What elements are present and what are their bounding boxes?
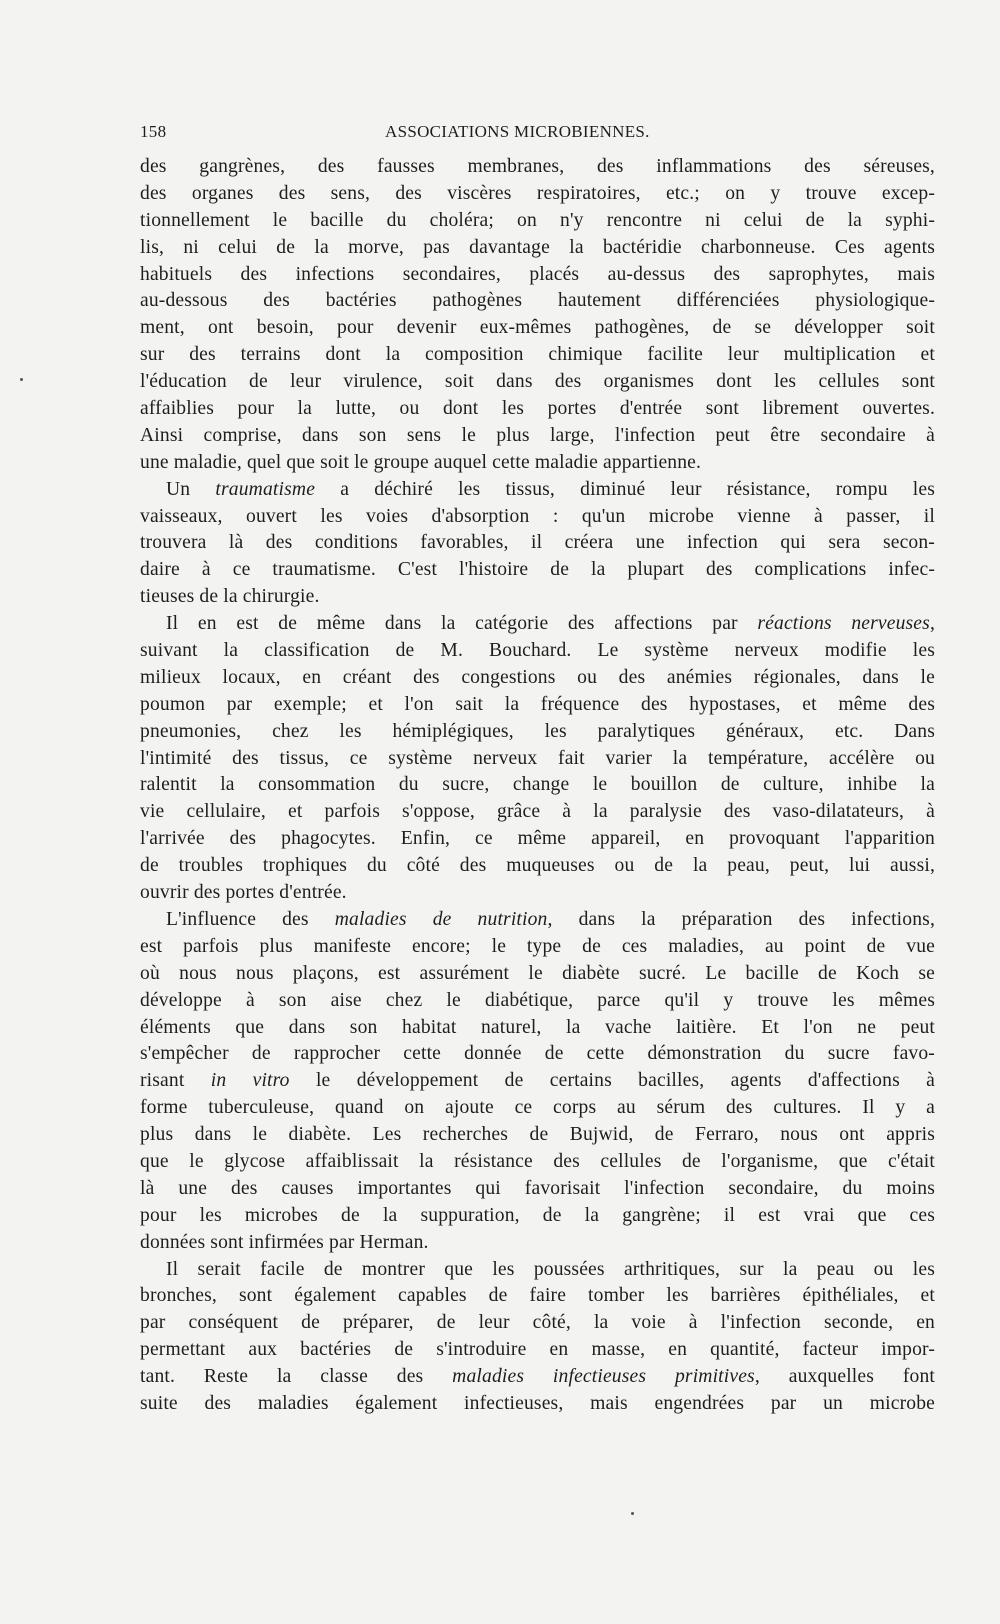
- text-segment: Ainsi comprise, dans son sens le plus large, l'infection peut être secondaire à: [140, 424, 935, 446]
- text-segment: a déchiré les tissus, diminué leur résistance, rompu les: [315, 478, 935, 500]
- text-line: [140, 208, 935, 235]
- text-line: [140, 826, 935, 853]
- text-segment: vaisseaux, ouvert les voies d'absorption : qu'un microbe vienne à passer, il: [140, 505, 935, 527]
- stray-mark: [631, 1512, 634, 1515]
- body-text: [140, 154, 935, 1418]
- text-line: [140, 235, 935, 262]
- italic-text: réactions nerveuses: [757, 613, 930, 635]
- page-number: 158: [140, 122, 167, 141]
- text-segment: vie cellulaire, et parfois s'oppose, grâce à la paralysie des vaso-dilatateurs, à: [140, 801, 935, 823]
- text-segment: milieux locaux, en créant des congestions ou des anémies régionales, dans le: [140, 666, 935, 688]
- text-line: [140, 988, 935, 1015]
- text-line: [140, 288, 935, 315]
- text-line: [140, 1337, 935, 1364]
- text-line: [140, 907, 935, 934]
- text-line: [140, 557, 935, 584]
- text-line: [140, 450, 935, 477]
- text-line: [140, 1230, 935, 1257]
- text-segment: tionnellement le bacille du choléra; on n'y rencontre ni celui de la syphi-: [140, 209, 935, 231]
- text-segment: pneumonies, chez les hémiplégiques, les paralytiques généraux, etc. Dans: [140, 720, 935, 742]
- text-line: [140, 154, 935, 181]
- text-segment: tieuses de la chirurgie.: [140, 586, 320, 608]
- text-segment: au-dessous des bactéries pathogènes hautement différenciées physiologique-: [140, 290, 935, 312]
- text-segment: affaiblies pour la lutte, ou dont les portes d'entrée sont librement ouvertes.: [140, 398, 935, 420]
- text-segment: des organes des sens, des viscères respiratoires, etc.; on y trouve excep-: [140, 182, 935, 204]
- text-segment: poumon par exemple; et l'on sait la fréquence des hypostases, et même des: [140, 693, 935, 715]
- text-line: [140, 1283, 935, 1310]
- text-line: [140, 396, 935, 423]
- text-segment: l'arrivée des phagocytes. Enfin, ce même appareil, en provoquant l'apparition: [140, 828, 935, 850]
- text-segment: sur des terrains dont la composition chimique facilite leur multiplication et: [140, 344, 935, 366]
- text-segment: lis, ni celui de la morve, pas davantage la bactéridie charbonneuse. Ces agents: [140, 236, 935, 258]
- text-segment: L'influence des: [166, 908, 335, 930]
- text-segment: ralentit la consommation du sucre, change le bouillon de culture, inhibe la: [140, 774, 935, 796]
- text-line: [140, 1364, 935, 1391]
- text-segment: ,: [929, 613, 935, 635]
- text-line: [140, 1095, 935, 1122]
- text-line: [140, 181, 935, 208]
- text-line: [140, 423, 935, 450]
- text-segment: l'intimité des tissus, ce système nerveux fait varier la température, accélère ou: [140, 747, 935, 769]
- text-segment: tant. Reste la classe des: [140, 1366, 453, 1388]
- text-segment: Un: [166, 478, 216, 500]
- text-line: [140, 1122, 935, 1149]
- text-segment: suite des maladies également infectieuses, mais engendrées par un microbe: [140, 1392, 935, 1414]
- text-line: [140, 880, 935, 907]
- text-line: [140, 477, 935, 504]
- text-segment: permettant aux bactéries de s'introduire en masse, en quantité, facteur impor-: [140, 1339, 935, 1361]
- text-segment: que le glycose affaiblissait la résistance des cellules de l'organisme, que c'était: [140, 1150, 935, 1172]
- text-segment: par conséquent de préparer, de leur côté, la voie à l'infection seconde, en: [140, 1312, 935, 1334]
- text-line: [140, 1391, 935, 1418]
- text-line: [140, 1149, 935, 1176]
- running-title: ASSOCIATIONS MICROBIENNES.: [385, 122, 650, 141]
- text-segment: daire à ce traumatisme. C'est l'histoire de la plupart des complications infec-: [140, 559, 935, 581]
- text-segment: ouvrir des portes d'entrée.: [140, 882, 347, 904]
- text-line: [140, 772, 935, 799]
- text-line: [140, 799, 935, 826]
- text-line: [140, 692, 935, 719]
- text-segment: trouvera là des conditions favorables, il créera une infection qui sera secon-: [140, 532, 935, 554]
- text-segment: plus dans le diabète. Les recherches de Bujwid, de Ferraro, nous ont appris: [140, 1124, 935, 1146]
- text-segment: développe à son aise chez le diabétique, parce qu'il y trouve les mêmes: [140, 989, 935, 1011]
- text-segment: est parfois plus manifeste encore; le type de ces maladies, au point de vue: [140, 935, 935, 957]
- text-segment: là une des causes importantes qui favorisait l'infection secondaire, du moins: [140, 1177, 935, 1199]
- text-segment: suivant la classification de M. Bouchard. Le système nerveux modifie les: [140, 640, 935, 662]
- text-line: [140, 504, 935, 531]
- text-segment: éléments que dans son habitat naturel, la vache laitière. Et l'on ne peut: [140, 1016, 935, 1038]
- text-segment: de troubles trophiques du côté des muqueuses ou de la peau, peut, lui aussi,: [140, 855, 935, 877]
- text-segment: pour les microbes de la suppuration, de la gangrène; il est vrai que ces: [140, 1204, 935, 1226]
- italic-text: traumatisme: [215, 478, 316, 500]
- text-segment: forme tuberculeuse, quand on ajoute ce corps au sérum des cultures. Il y a: [140, 1097, 935, 1119]
- text-line: [140, 853, 935, 880]
- text-segment: , dans la préparation des infections,: [547, 908, 935, 930]
- text-segment: habituels des infections secondaires, placés au-dessus des saprophytes, mais: [140, 263, 935, 285]
- text-line: [140, 1310, 935, 1337]
- text-line: [140, 315, 935, 342]
- text-line: [140, 342, 935, 369]
- text-line: [140, 1068, 935, 1095]
- text-line: [140, 530, 935, 557]
- text-line: [140, 638, 935, 665]
- text-segment: Il en est de même dans la catégorie des affections par: [166, 613, 758, 635]
- text-line: [140, 665, 935, 692]
- text-segment: risant: [140, 1070, 211, 1092]
- text-segment: où nous nous plaçons, est assurément le diabète sucré. Le bacille de Koch se: [140, 962, 935, 984]
- text-line: [140, 584, 935, 611]
- text-segment: , auxquelles font: [754, 1366, 935, 1388]
- text-segment: des gangrènes, des fausses membranes, des inflammations des séreuses,: [140, 156, 935, 177]
- text-line: [140, 1203, 935, 1230]
- text-segment: une maladie, quel que soit le groupe auquel cette maladie appartienne.: [140, 451, 702, 473]
- text-line: [140, 1041, 935, 1068]
- text-line: [140, 961, 935, 988]
- text-segment: bronches, sont également capables de faire tomber les barrières épithéliales, et: [140, 1285, 935, 1307]
- running-head: [140, 122, 935, 148]
- text-line: [140, 369, 935, 396]
- text-line: [140, 1176, 935, 1203]
- text-segment: données sont infirmées par Herman.: [140, 1231, 429, 1253]
- text-line: [140, 611, 935, 638]
- italic-text: maladies infectieuses primitives: [452, 1366, 755, 1388]
- text-line: [140, 934, 935, 961]
- text-line: [140, 1257, 935, 1284]
- text-segment: s'empêcher de rapprocher cette donnée de cette démonstration du sucre favo-: [140, 1043, 935, 1065]
- text-line: [140, 262, 935, 289]
- text-line: [140, 1015, 935, 1042]
- italic-text: maladies de nutrition: [334, 908, 548, 930]
- text-segment: Il serait facile de montrer que les poussées arthritiques, sur la peau ou les: [166, 1258, 935, 1280]
- text-segment: l'éducation de leur virulence, soit dans des organismes dont les cellules sont: [140, 371, 935, 393]
- text-segment: ment, ont besoin, pour devenir eux-mêmes pathogènes, de se développer soit: [140, 317, 935, 339]
- stray-mark: [20, 378, 23, 381]
- text-line: [140, 719, 935, 746]
- text-segment: le développement de certains bacilles, agents d'affections à: [289, 1070, 935, 1092]
- italic-text: in vitro: [210, 1070, 290, 1092]
- text-line: [140, 746, 935, 773]
